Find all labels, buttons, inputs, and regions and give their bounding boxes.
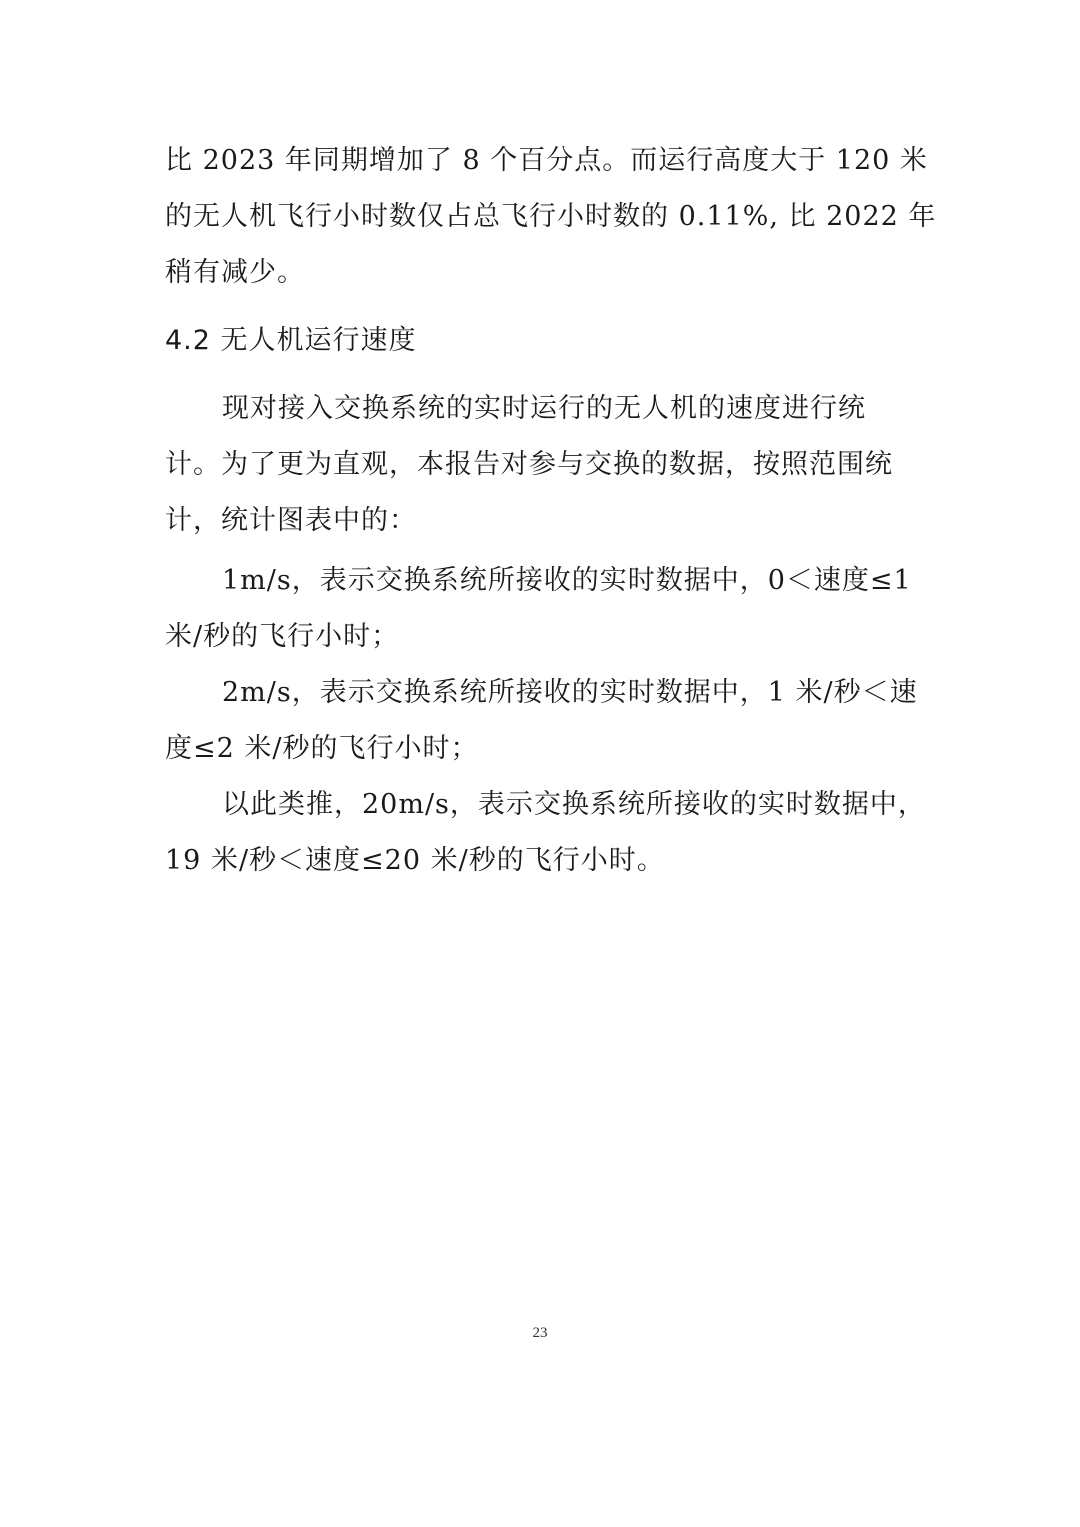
text-line: 的无人机飞行小时数仅占总飞行小时数的 0.11%, 比 2022 年 bbox=[165, 201, 937, 232]
page-number: 23 bbox=[532, 1325, 548, 1341]
text-line: 计。为了更为直观，本报告对参与交换的数据，按照范围统 bbox=[165, 449, 893, 480]
text-line: 以此类推，20m/s，表示交换系统所接收的实时数据中， bbox=[222, 789, 926, 820]
text-line: 2m/s，表示交换系统所接收的实时数据中，1 米/秒＜速 bbox=[222, 677, 918, 708]
text-line: 19 米/秒＜速度≤20 米/秒的飞行小时。 bbox=[165, 845, 665, 876]
text-line: 度≤2 米/秒的飞行小时； bbox=[165, 733, 479, 764]
section-heading: 4.2 无人机运行速度 bbox=[165, 325, 417, 356]
text-line: 米/秒的飞行小时； bbox=[165, 621, 400, 652]
text-line: 比 2023 年同期增加了 8 个百分点。而运行高度大于 120 米 bbox=[165, 145, 928, 176]
text-line: 1m/s，表示交换系统所接收的实时数据中，0＜速度≤1 bbox=[222, 565, 912, 596]
text-line: 稍有减少。 bbox=[165, 257, 305, 288]
text-line: 计，统计图表中的： bbox=[165, 505, 417, 536]
text-line: 现对接入交换系统的实时运行的无人机的速度进行统 bbox=[222, 393, 866, 424]
